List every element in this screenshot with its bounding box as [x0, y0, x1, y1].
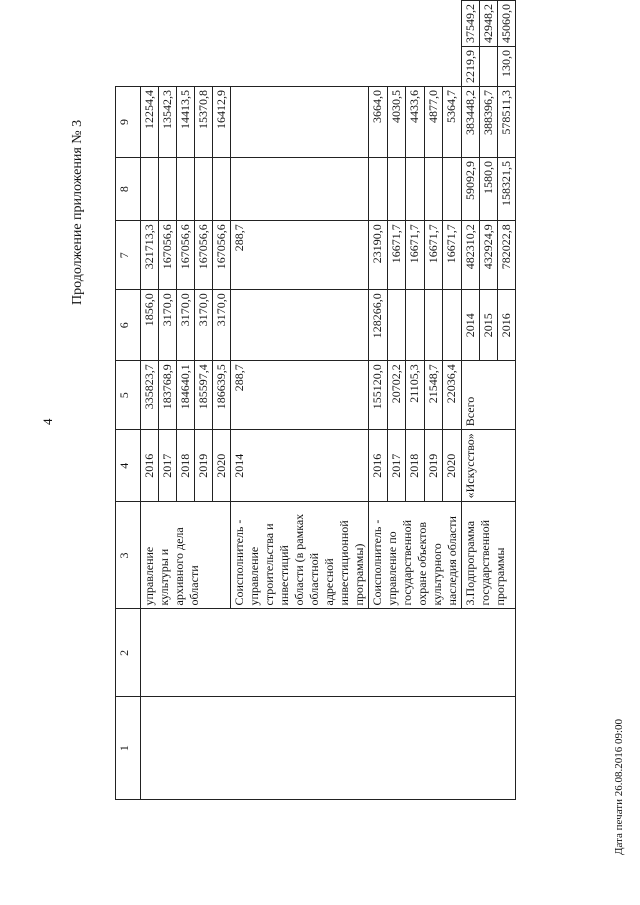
value-cell: 782022,8: [498, 221, 516, 290]
subprogram-name: 3.Подпрограмма государственной программы: [462, 502, 516, 609]
value-cell: 23190,0: [369, 221, 388, 290]
value-cell: 158321,5: [498, 157, 516, 220]
value-cell: 12254,4: [141, 87, 159, 158]
value-cell: [480, 47, 498, 87]
value-cell: 155120,0: [369, 361, 388, 430]
total-label: Всего: [462, 361, 516, 430]
value-cell: 128266,0: [369, 290, 388, 361]
value-cell: 37549,2: [462, 1, 480, 47]
value-cell: 335823,7: [141, 361, 159, 430]
executor-heritage: Соисполнитель - управление по государственной охране объектов культурного наследия области: [369, 502, 462, 609]
value-cell: 167056,6: [195, 221, 213, 290]
year-cell: 2018: [406, 430, 425, 502]
value-cell: 3170,0: [177, 290, 195, 361]
value-cell: [406, 290, 425, 361]
year-cell: 2017: [387, 430, 406, 502]
value-cell: 184640,1: [177, 361, 195, 430]
value-cell: [195, 157, 213, 220]
header-row: [116, 1, 141, 800]
col-header-4: 4: [116, 430, 141, 502]
value-cell: 21105,3: [406, 361, 425, 430]
value-cell: [159, 157, 177, 220]
value-cell: [443, 157, 462, 220]
value-cell: [369, 157, 388, 220]
year-cell: 2020: [213, 430, 231, 502]
value-cell: [424, 157, 443, 220]
value-cell: 1856,0: [141, 290, 159, 361]
value-cell: [424, 290, 443, 361]
year-cell: 2016: [498, 290, 516, 361]
value-cell: 4877,0: [424, 87, 443, 158]
value-cell: 16671,7: [387, 221, 406, 290]
executor-culture: управление культуры и архивного дела области: [141, 502, 231, 609]
value-cell: 15370,8: [195, 87, 213, 158]
value-cell: 42948,2: [480, 1, 498, 47]
year-cell: 2016: [369, 430, 388, 502]
value-cell: 288,7: [231, 361, 369, 430]
col2-empty-cell: [141, 609, 516, 697]
value-cell: 22036,4: [443, 361, 462, 430]
value-cell: 167056,6: [159, 221, 177, 290]
value-cell: 16412,9: [213, 87, 231, 158]
value-cell: 3664,0: [369, 87, 388, 158]
col-header-2: 2: [116, 609, 141, 697]
value-cell: 45060,0: [498, 1, 516, 47]
year-cell: 2016: [141, 430, 159, 502]
subprogram-title: «Искусство»: [462, 430, 516, 502]
table-row: [141, 1, 159, 800]
year-cell: 2018: [177, 430, 195, 502]
value-cell: 1580,0: [480, 157, 498, 220]
value-cell: 321713,3: [141, 221, 159, 290]
value-cell: [387, 157, 406, 220]
value-cell: 167056,6: [213, 221, 231, 290]
print-date: Дата печати 26.08.2016 09:00: [613, 718, 625, 855]
value-cell: 20702,2: [387, 361, 406, 430]
value-cell: 59092,9: [462, 157, 480, 220]
col-header-1: 1: [116, 697, 141, 800]
continuation-title: Продолжение приложения № 3: [70, 119, 85, 305]
col-header-6: 6: [116, 290, 141, 361]
value-cell: 2219,9: [462, 47, 480, 87]
value-cell: 185597,4: [195, 361, 213, 430]
value-cell: [231, 87, 369, 158]
value-cell: [141, 157, 159, 220]
value-cell: 3170,0: [195, 290, 213, 361]
value-cell: 388396,7: [480, 87, 498, 158]
value-cell: 482310,2: [462, 221, 480, 290]
value-cell: [213, 157, 231, 220]
value-cell: 3170,0: [159, 290, 177, 361]
value-cell: 13542,3: [159, 87, 177, 158]
value-cell: 5364,7: [443, 87, 462, 158]
year-cell: 2019: [424, 430, 443, 502]
value-cell: 4030,5: [387, 87, 406, 158]
value-cell: 167056,6: [177, 221, 195, 290]
value-cell: 21548,7: [424, 361, 443, 430]
col-header-5: 5: [116, 361, 141, 430]
value-cell: 186639,5: [213, 361, 231, 430]
year-cell: 2014: [462, 290, 480, 361]
col-header-7: 7: [116, 221, 141, 290]
value-cell: 3170,0: [213, 290, 231, 361]
value-cell: [177, 157, 195, 220]
value-cell: [231, 157, 369, 220]
funding-table: [115, 0, 516, 800]
value-cell: 16671,7: [424, 221, 443, 290]
value-cell: 130,0: [498, 47, 516, 87]
col-header-8: 8: [116, 157, 141, 220]
value-cell: [443, 290, 462, 361]
year-cell: 2015: [480, 290, 498, 361]
value-cell: 4433,6: [406, 87, 425, 158]
value-cell: 16671,7: [443, 221, 462, 290]
value-cell: 183768,9: [159, 361, 177, 430]
page-number: 4: [40, 418, 55, 425]
value-cell: 16671,7: [406, 221, 425, 290]
col1-empty-cell: [141, 697, 516, 800]
year-cell: 2017: [159, 430, 177, 502]
year-cell: 2019: [195, 430, 213, 502]
col-header-9: 9: [116, 87, 141, 158]
value-cell: [231, 290, 369, 361]
value-cell: [387, 290, 406, 361]
table-body: [116, 1, 516, 800]
value-cell: 14413,5: [177, 87, 195, 158]
value-cell: 578511,3: [498, 87, 516, 158]
value-cell: 383448,2: [462, 87, 480, 158]
value-cell: 432924,9: [480, 221, 498, 290]
value-cell: [406, 157, 425, 220]
executor-construction: Соисполнитель - управление строительства и инвестиций области (в рамках областной адресной инвестиционной программы): [231, 502, 369, 609]
year-cell: 2020: [443, 430, 462, 502]
value-cell: 288,7: [231, 221, 369, 290]
col-header-3: 3: [116, 502, 141, 609]
year-cell: 2014: [231, 430, 369, 502]
